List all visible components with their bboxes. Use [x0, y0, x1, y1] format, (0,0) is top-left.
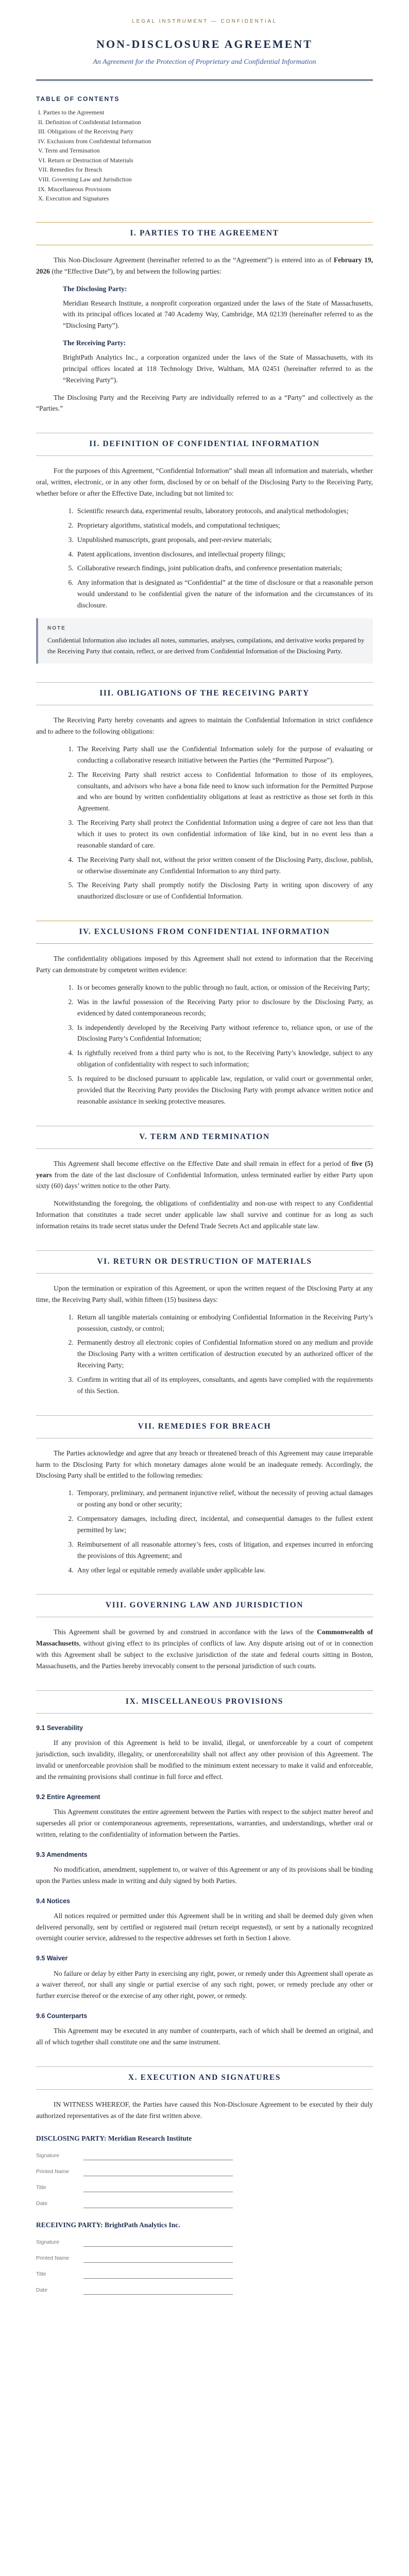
- subsection-heading: 9.1 Severability: [36, 1724, 83, 1732]
- disclosing-party-label: The Disclosing Party:: [63, 284, 127, 293]
- subsection-text: If any provision of this Agreement is held to be invalid, illegal, or unenforceable by a court of competent jurisdiction, such invalidity, illegality, or unenforceability shall not affect any other provision of this Agreement. The invalid or unenforceable provision shall be modified to the minimum extent necessary to make it valid and enforceable, and the remaining provisions shall continue in full force and effect.: [36, 1739, 373, 1781]
- list-item: 2. Permanently destroy all electronic copies of Confidential Information stored on any medium and provide the Disclosing Party with a written certification of destruction executed by an authorized officer of the Receiving Party;: [75, 1337, 373, 1371]
- signature-line[interactable]: [83, 2239, 233, 2247]
- section-governing-law: [36, 1594, 373, 1672]
- list-item: 1. Temporary, preliminary, and permanent injunctive relief, without the necessity of proving actual damages or posting any bond or other security;: [75, 1487, 373, 1510]
- date-line[interactable]: [83, 2200, 233, 2208]
- toc-item[interactable]: VI. Return or Destruction of Materials: [38, 156, 133, 164]
- section-remedies: [36, 1415, 373, 1576]
- subsection-heading: 9.4 Notices: [36, 1897, 71, 1905]
- term-duration: five (5) years: [36, 1159, 373, 1179]
- section-heading: I. PARTIES TO THE AGREEMENT: [36, 222, 373, 245]
- disclosing-party-signature-heading: DISCLOSING PARTY: Meridian Research Institute: [36, 2134, 192, 2142]
- printed-name-line[interactable]: [83, 2255, 233, 2263]
- title-divider: [36, 79, 373, 81]
- intro-text: (the “Effective Date”), by and between the following parties:: [50, 267, 221, 275]
- return-list: [64, 1312, 373, 1397]
- receiving-signature-block: [36, 2238, 373, 2295]
- toc-item[interactable]: I. Parties to the Agreement: [38, 108, 105, 116]
- table-of-contents: [36, 94, 373, 203]
- signature-row: [36, 2270, 373, 2279]
- signature-row: [36, 2199, 373, 2208]
- effective-date: February 19, 2026: [36, 256, 373, 275]
- printed-name-line[interactable]: [83, 2168, 233, 2176]
- list-item: 3. Is independently developed by the Receiving Party without reference to, reliance upon, or use of the Disclosing Party’s Confidential Information;: [75, 1022, 373, 1045]
- list-item: 4. Any other legal or equitable remedy available under applicable law.: [75, 1565, 373, 1576]
- law-text: , without giving effect to its principles of conflicts of law. Any dispute arising out of or in connection with this Agreement shall be subject to the exclusive jurisdiction of the state and federal courts sitting in Boston, Massachusetts, and the Parties hereby irrevocably consent to the personal jurisdiction of such courts.: [36, 1639, 373, 1670]
- toc-item[interactable]: III. Obligations of the Receiving Party: [38, 128, 133, 135]
- section-parties: [36, 222, 373, 414]
- obligations-intro: The Receiving Party hereby covenants and agrees to maintain the Confidential Information in strict confidence and to adhere to the following obligations:: [36, 716, 373, 736]
- receiving-party-signature-heading: RECEIVING PARTY: BrightPath Analytics Inc.: [36, 2221, 180, 2229]
- subsection-heading: 9.3 Amendments: [36, 1851, 88, 1858]
- law-text: This Agreement shall be governed by and construed in accordance with the laws of the: [54, 1628, 317, 1636]
- field-label: Title: [36, 2270, 46, 2277]
- remedies-list: [64, 1487, 373, 1575]
- disclosing-party-description: Meridian Research Institute, a nonprofit corporation organized under the laws of the State of Massachusetts, with its principal offices located at 740 Academy Way, Cambridge, MA 02139 (hereinafter referred to as the “Disclosing Party”).: [63, 299, 373, 330]
- toc-list: [36, 108, 373, 204]
- note-box: [36, 618, 373, 664]
- section-definition: [36, 433, 373, 664]
- section-heading: V. TERM AND TERMINATION: [36, 1126, 373, 1149]
- toc-item[interactable]: VIII. Governing Law and Jurisdiction: [38, 176, 132, 183]
- parties-closing: The Disclosing Party and the Receiving Party are individually referred to as a “Party” and collectively as the “Parties.”: [36, 393, 373, 413]
- section-heading: VIII. GOVERNING LAW AND JURISDICTION: [36, 1594, 373, 1617]
- list-item: 5. Is required to be disclosed pursuant to applicable law, regulation, or valid court or governmental order, provided that the Receiving Party provides the Disclosing Party with prompt advance written notice and reasonable assistance in seeking protective measures.: [75, 1073, 373, 1107]
- field-label: Printed Name: [36, 2255, 70, 2261]
- exclusions-list: [64, 982, 373, 1107]
- section-heading: VI. RETURN OR DESTRUCTION OF MATERIALS: [36, 1250, 373, 1274]
- obligations-list: [64, 743, 373, 902]
- section-heading: II. DEFINITION OF CONFIDENTIAL INFORMATION: [36, 433, 373, 456]
- title-line[interactable]: [83, 2270, 233, 2279]
- list-item: 2. The Receiving Party shall restrict access to Confidential Information to those of its employees, consultants, and advisors who have a bona fide need to know such information for the Permitted Purpose and who are bound by written confidentiality obligations at least as restrictive as those set forth in this Agreement.: [75, 769, 373, 814]
- list-item: 2. Compensatory damages, including direct, incidental, and consequential damages to the fullest extent permitted by law;: [75, 1513, 373, 1536]
- toc-title: TABLE OF CONTENTS: [36, 95, 120, 103]
- list-item: 4. Patent applications, invention disclosures, and intellectual property filings;: [75, 549, 373, 560]
- signature-row: [36, 2254, 373, 2263]
- toc-item[interactable]: X. Execution and Signatures: [38, 195, 109, 202]
- disclosing-signature-block: [36, 2151, 373, 2208]
- list-item: 3. The Receiving Party shall protect the Confidential Information using a degree of care not less than that which it uses to protect its own confidential information of like kind, but in no event less than a reasonable standard of care.: [75, 817, 373, 851]
- field-label: Printed Name: [36, 2168, 70, 2175]
- note-text: Confidential Information also includes all notes, summaries, analyses, compilations, and derivative works prepared by the Receiving Party that contain, reflect, or are derived from Confidential Information of the Disclosing Party.: [47, 636, 365, 655]
- signature-row: [36, 2151, 373, 2160]
- section-heading: VII. REMEDIES FOR BREACH: [36, 1415, 373, 1438]
- list-item: 1. Return all tangible materials containing or embodying Confidential Information in the Receiving Party’s possession, custody, or control;: [75, 1312, 373, 1334]
- toc-item[interactable]: IV. Exclusions from Confidential Information: [38, 137, 151, 145]
- signature-row: [36, 2286, 373, 2295]
- toc-item[interactable]: IX. Miscellaneous Provisions: [38, 185, 111, 193]
- exclusions-intro: The confidentiality obligations imposed by this Agreement shall not extend to information that the Receiving Party can demonstrate by competent written evidence:: [36, 955, 373, 974]
- return-intro: Upon the termination or expiration of this Agreement, or upon the written request of the Disclosing Party at any time, the Receiving Party shall, within fifteen (15) business days:: [36, 1284, 373, 1303]
- subsection-text: This Agreement may be executed in any number of counterparts, each of which shall be deemed an original, and all of which together shall constitute one and the same instrument.: [36, 2027, 373, 2046]
- signature-row: [36, 2238, 373, 2247]
- governing-jurisdiction: Commonwealth of Massachusetts: [36, 1628, 373, 1648]
- list-item: 3. Reimbursement of all reasonable attorney’s fees, costs of litigation, and expenses incurred in enforcing the provisions of this Agreement; and: [75, 1539, 373, 1562]
- term-text: This Agreement shall become effective on the Effective Date and shall remain in effect for a period of: [54, 1159, 352, 1167]
- receiving-party-description: BrightPath Analytics Inc., a corporation organized under the laws of the State of Massachusetts, with its principal offices located at 118 Technology Drive, Waltham, MA 02451 (hereinafter referred to as the “Receiving Party”).: [63, 353, 373, 384]
- remedies-intro: The Parties acknowledge and agree that any breach or threatened breach of this Agreement may cause irreparable harm to the Disclosing Party for which monetary damages alone would be an inadequate remedy. Accordingly, the Disclosing Party shall be entitled to the following remedies:: [36, 1449, 373, 1480]
- list-item: 1. The Receiving Party shall use the Confidential Information solely for the purpose of evaluating or conducting a collaborative research initiative between the Parties (the “Permitted Purpose”).: [75, 743, 373, 766]
- section-heading: X. EXECUTION AND SIGNATURES: [36, 2066, 373, 2090]
- subsection-heading: 9.5 Waiver: [36, 1955, 68, 1962]
- subsection-text: This Agreement constitutes the entire agreement between the Parties with respect to the subject matter hereof and supersedes all prior or contemporaneous agreements, representations, warranties, and understandings, whether oral or written, relating to the confidentiality of information between the Parties.: [36, 1807, 373, 1838]
- term-text: from the date of the last disclosure of Confidential Information, unless terminated earlier by either Party upon sixty (60) days’ written notice to the other Party.: [36, 1171, 373, 1190]
- list-item: 5. Collaborative research findings, joint publication drafts, and conference presentation materials;: [75, 563, 373, 574]
- list-item: 6. Any information that is designated as “Confidential” at the time of disclosure or that a reasonable person would understand to be confidential given the nature of the information and the circumstances of its disclosure.: [75, 577, 373, 611]
- section-return: [36, 1250, 373, 1397]
- execution-intro: IN WITNESS WHEREOF, the Parties have caused this Non-Disclosure Agreement to be executed by their duly authorized representatives as of the date first written above.: [36, 2100, 373, 2120]
- toc-item[interactable]: V. Term and Termination: [38, 147, 100, 155]
- list-item: 3. Unpublished manuscripts, grant proposals, and peer-review materials;: [75, 534, 373, 546]
- list-item: 4. Is rightfully received from a third party who is not, to the Receiving Party’s knowledge, subject to any obligation of confidentiality with respect to such information;: [75, 1047, 373, 1070]
- field-label: Signature: [36, 2239, 59, 2245]
- list-item: 2. Was in the lawful possession of the Receiving Party prior to disclosure by the Disclosing Party, as evidenced by dated contemporaneous records;: [75, 996, 373, 1019]
- toc-item[interactable]: II. Definition of Confidential Information: [38, 118, 141, 126]
- subsection-heading: 9.2 Entire Agreement: [36, 1793, 100, 1801]
- list-item: 1. Scientific research data, experimental results, laboratory protocols, and analytical methodologies;: [75, 505, 373, 517]
- document-subtitle: An Agreement for the Protection of Proprietary and Confidential Information: [93, 58, 316, 66]
- toc-item[interactable]: VII. Remedies for Breach: [38, 166, 102, 174]
- list-item: 1. Is or becomes generally known to the public through no fault, action, or omission of the Receiving Party;: [75, 982, 373, 993]
- field-label: Date: [36, 2200, 48, 2207]
- section-heading: III. OBLIGATIONS OF THE RECEIVING PARTY: [36, 682, 373, 705]
- receiving-party-label: The Receiving Party:: [63, 339, 126, 347]
- list-item: 3. Confirm in writing that all of its employees, consultants, and agents have complied with the requirements of this Section.: [75, 1374, 373, 1397]
- list-item: 4. The Receiving Party shall not, without the prior written consent of the Disclosing Party, disclose, publish, or otherwise disseminate any Confidential Information to any third party.: [75, 854, 373, 877]
- section-obligations: [36, 682, 373, 902]
- subsection-heading: 9.6 Counterparts: [36, 2012, 88, 2020]
- document-kicker: LEGAL INSTRUMENT — CONFIDENTIAL: [132, 19, 277, 24]
- subsection-text: No modification, amendment, supplement to, or waiver of this Agreement or any of its provisions shall be binding upon the Parties unless made in writing and duly signed by both Parties.: [36, 1865, 373, 1885]
- term-paragraph: [36, 1158, 373, 1192]
- parties-intro: [36, 255, 373, 277]
- signature-line[interactable]: [83, 2152, 233, 2160]
- signature-row: [36, 2167, 373, 2176]
- governing-law-paragraph: [36, 1626, 373, 1671]
- subsection-text: No failure or delay by either Party in exercising any right, power, or remedy under this Agreement shall operate as a waiver thereof, nor shall any single or partial exercise of any such right, power, or remedy preclude any other or further exercise thereof or the exercise of any other right, power, or remedy.: [36, 1969, 373, 2000]
- title-line[interactable]: [83, 2184, 233, 2192]
- section-execution: [36, 2066, 373, 2295]
- section-heading: IX. MISCELLANEOUS PROVISIONS: [36, 1690, 373, 1714]
- list-item: 5. The Receiving Party shall promptly notify the Disclosing Party in writing upon discovery of any unauthorized disclosure or use of Confidential Information.: [75, 879, 373, 902]
- definition-list: [64, 505, 373, 611]
- note-label: NOTE: [47, 625, 66, 631]
- section-heading: IV. EXCLUSIONS FROM CONFIDENTIAL INFORMATION: [36, 921, 373, 944]
- field-label: Title: [36, 2184, 46, 2191]
- section-exclusions: [36, 921, 373, 1107]
- definition-intro: For the purposes of this Agreement, “Confidential Information” shall mean all information and materials, whether oral, written, electronic, or in any other form, disclosed by or on behalf of the Disclosing Party to the Receiving Party, whether before or after the Effective Date, including but not limited to:: [36, 467, 373, 498]
- section-miscellaneous: [36, 1690, 373, 2048]
- field-label: Date: [36, 2286, 48, 2293]
- section-term: [36, 1126, 373, 1232]
- list-item: 2. Proprietary algorithms, statistical models, and computational techniques;: [75, 520, 373, 531]
- intro-text: This Non-Disclosure Agreement (hereinafter referred to as the “Agreement”) is entered into as of: [54, 256, 334, 264]
- signature-row: [36, 2183, 373, 2192]
- subsection-text: All notices required or permitted under this Agreement shall be in writing and shall be deemed duly given when delivered personally, sent by certified or registered mail (return receipt requested), or sent by a nationally recognized overnight courier service, addressed to the respective addresses set forth in Section I above.: [36, 1911, 373, 1942]
- survival-paragraph: Notwithstanding the foregoing, the obligations of confidentiality and non-use with respect to any Confidential Information that constitutes a trade secret under applicable law shall survive and continue for as long as such information retains its trade secret status under the Defend Trade Secrets Act and applicable state law.: [36, 1199, 373, 1230]
- date-line[interactable]: [83, 2286, 233, 2295]
- field-label: Signature: [36, 2152, 59, 2159]
- document-title: NON-DISCLOSURE AGREEMENT: [96, 38, 313, 51]
